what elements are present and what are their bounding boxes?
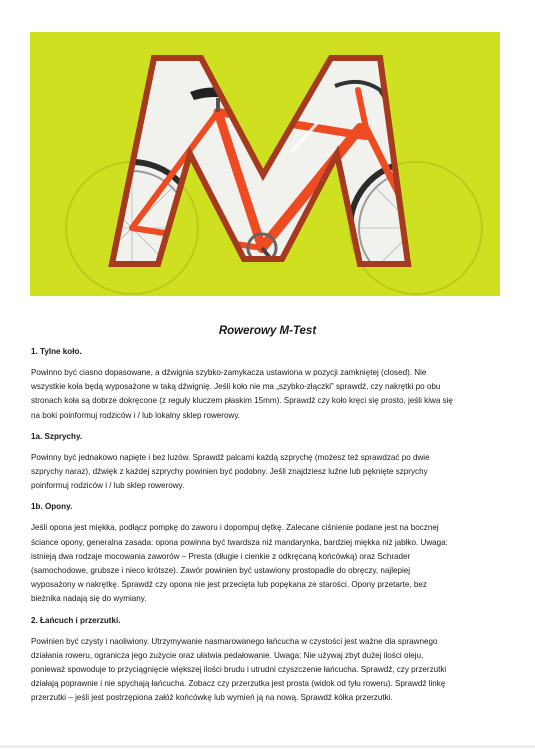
paragraph-line: przerzutki – jeśli jest postrzępiona załóż końcówkę lub wymień ją na nową. Sprawdź kółka przerzutki. bbox=[31, 693, 393, 703]
paragraph-line: wyposażony w nakrętkę. Sprawdź czy opona nie jest przecięta lub popękana ze starości. Opony przetarte, bez bbox=[31, 580, 427, 590]
paragraph-line: Jeśli opona jest miękka, podłącz pompkę do zaworu i dopompuj dętkę. Zalecane ciśnienie podane jest na bocznej bbox=[31, 523, 439, 533]
letter-m-bicycle-illustration bbox=[30, 32, 500, 296]
paragraph-line: poinformuj rodziców i / lub sklep rowerowy. bbox=[31, 481, 185, 491]
paragraph-line: stronach koła są dobrze dokręcone (z reguły kluczem płaskim 15mm). Sprawdź czy koło kręci się prosto, jeśli kiwa się bbox=[31, 396, 453, 406]
document-body bbox=[31, 346, 507, 714]
section-heading: 1. Tylne koło. bbox=[31, 347, 82, 356]
paragraph-line: szprychy naraz), dźwięk z każdej szprychy powinien być podobny. Jeśli znajdziesz luźne lub pęknięte szprychy bbox=[31, 467, 428, 477]
paragraph-line: Powinno być ciasno dopasowane, a dźwignia szybko-zamykacza ustawiona w pozycji zamkniętej (closed). Nie bbox=[31, 368, 427, 377]
hero-banner bbox=[30, 32, 500, 296]
section-heading: 1a. Szprychy. bbox=[31, 431, 83, 441]
paragraph-line: ponieważ spowoduje to przyciągnięcie większej ilości brudu i utrudni czyszczenie łańcucha. Sprawdź, czy przerzutki bbox=[31, 665, 447, 675]
section-paragraph bbox=[31, 521, 507, 606]
paragraph-line: działają poprawnie i nie spychają łańcucha. Zobacz czy przerzutka jest prosta (widok od tyłu roweru). Sprawdź linkę bbox=[31, 679, 446, 689]
section-paragraph bbox=[31, 635, 507, 706]
section-paragraph bbox=[31, 451, 507, 494]
paragraph-line: istnieją dwa rodzaje mocowania zaworów – Presta (długie i cienkie z odkręcaną końcówką) oraz Schrader bbox=[31, 551, 411, 561]
paragraph-line: Powinny być jednakowo napięte i bez luzów. Sprawdź palcami każdą szprychę (możesz też sprawdzać po dwie bbox=[31, 452, 430, 462]
section-heading: 2. Łańcuch i przerzutki. bbox=[31, 615, 121, 625]
paragraph-line: wszystkie koła będą wyposażone w taką dźwignię. Jeśli koło nie ma „szybko-złączki” sprawdź, czy nakrętki po obu bbox=[31, 382, 441, 392]
paragraph-line: (samochodowe, grubsze i nieco krótsze). Zawór powinien być ustawiony prostopadle do obręczy, najlepiej bbox=[31, 566, 411, 576]
paragraph-line: działania roweru, ogranicza jego zużycie oraz ułatwia pedałowanie. Uwaga: Nie używaj zbyt dużej ilości oleju, bbox=[31, 650, 424, 660]
section-paragraph bbox=[31, 366, 507, 423]
paragraph-line: na boki poinformuj rodziców i / lub lokalny sklep rowerowy. bbox=[31, 410, 241, 420]
paragraph-line: ściance opony, generalna zasada: opona powinna być twardsza niż mandarynka, bardziej miękka niż jabłko. Uwaga: bbox=[31, 537, 448, 547]
paragraph-line: Powinien być czysty i naoliwiony. Utrzymywanie nasmarowanego łańcucha w czystości jest ważne dla sprawnego bbox=[31, 636, 438, 646]
section-heading: 1b. Opony. bbox=[31, 502, 73, 512]
document-title: Rowerowy M-Test bbox=[218, 325, 317, 337]
paragraph-line: bieżnika nadają się do wymiany. bbox=[31, 594, 147, 604]
page-bottom-edge bbox=[0, 745, 535, 748]
